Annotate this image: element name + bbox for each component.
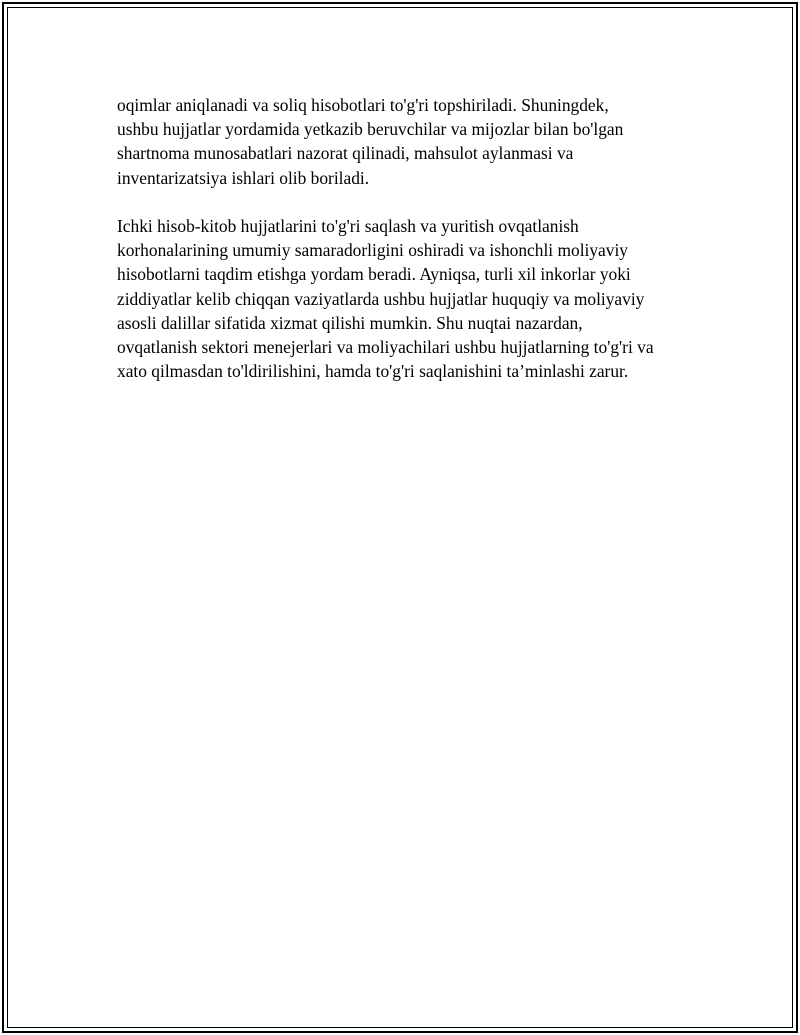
paragraph-line: ushbu hujjatlar yordamida yetkazib beruvchilar va mijozlar bilan bo'lgan [117,119,624,140]
paragraph-line: korhonalarining umumiy samaradorligini oshiradi va ishonchli moliyaviy [117,240,629,261]
paragraph-line: inventarizatsiya ishlari olib boriladi. [117,167,370,188]
document-body [117,93,697,408]
paragraph-line: ziddiyatlar kelib chiqqan vaziyatlarda ushbu hujjatlar huquqiy va moliyaviy [117,288,645,309]
paragraph-line: oqimlar aniqlanadi va soliq hisobotlari to'g'ri topshiriladi. Shuningdek, [117,95,609,115]
paragraph-line: xato qilmasdan to'ldirilishini, hamda to'g'ri saqlanishini ta’minlashi zarur. [117,361,629,382]
paragraph-line: ovqatlanish sektori menejerlari va moliyachilari ushbu hujjatlarning to'g'ri va [117,337,654,358]
paragraph-1 [117,93,697,190]
paragraph-line: shartnoma munosabatlari nazorat qilinadi, mahsulot aylanmasi va [117,143,574,164]
paragraph-2 [117,214,697,383]
paragraph-line: hisobotlarni taqdim etishga yordam beradi. Ayniqsa, turli xil inkorlar yoki [117,264,631,285]
paragraph-line: Ichki hisob-kitob hujjatlarini to'g'ri saqlash va yuritish ovqatlanish [117,216,579,236]
paragraph-line: asosli dalillar sifatida xizmat qilishi mumkin. Shu nuqtai nazardan, [117,312,583,333]
